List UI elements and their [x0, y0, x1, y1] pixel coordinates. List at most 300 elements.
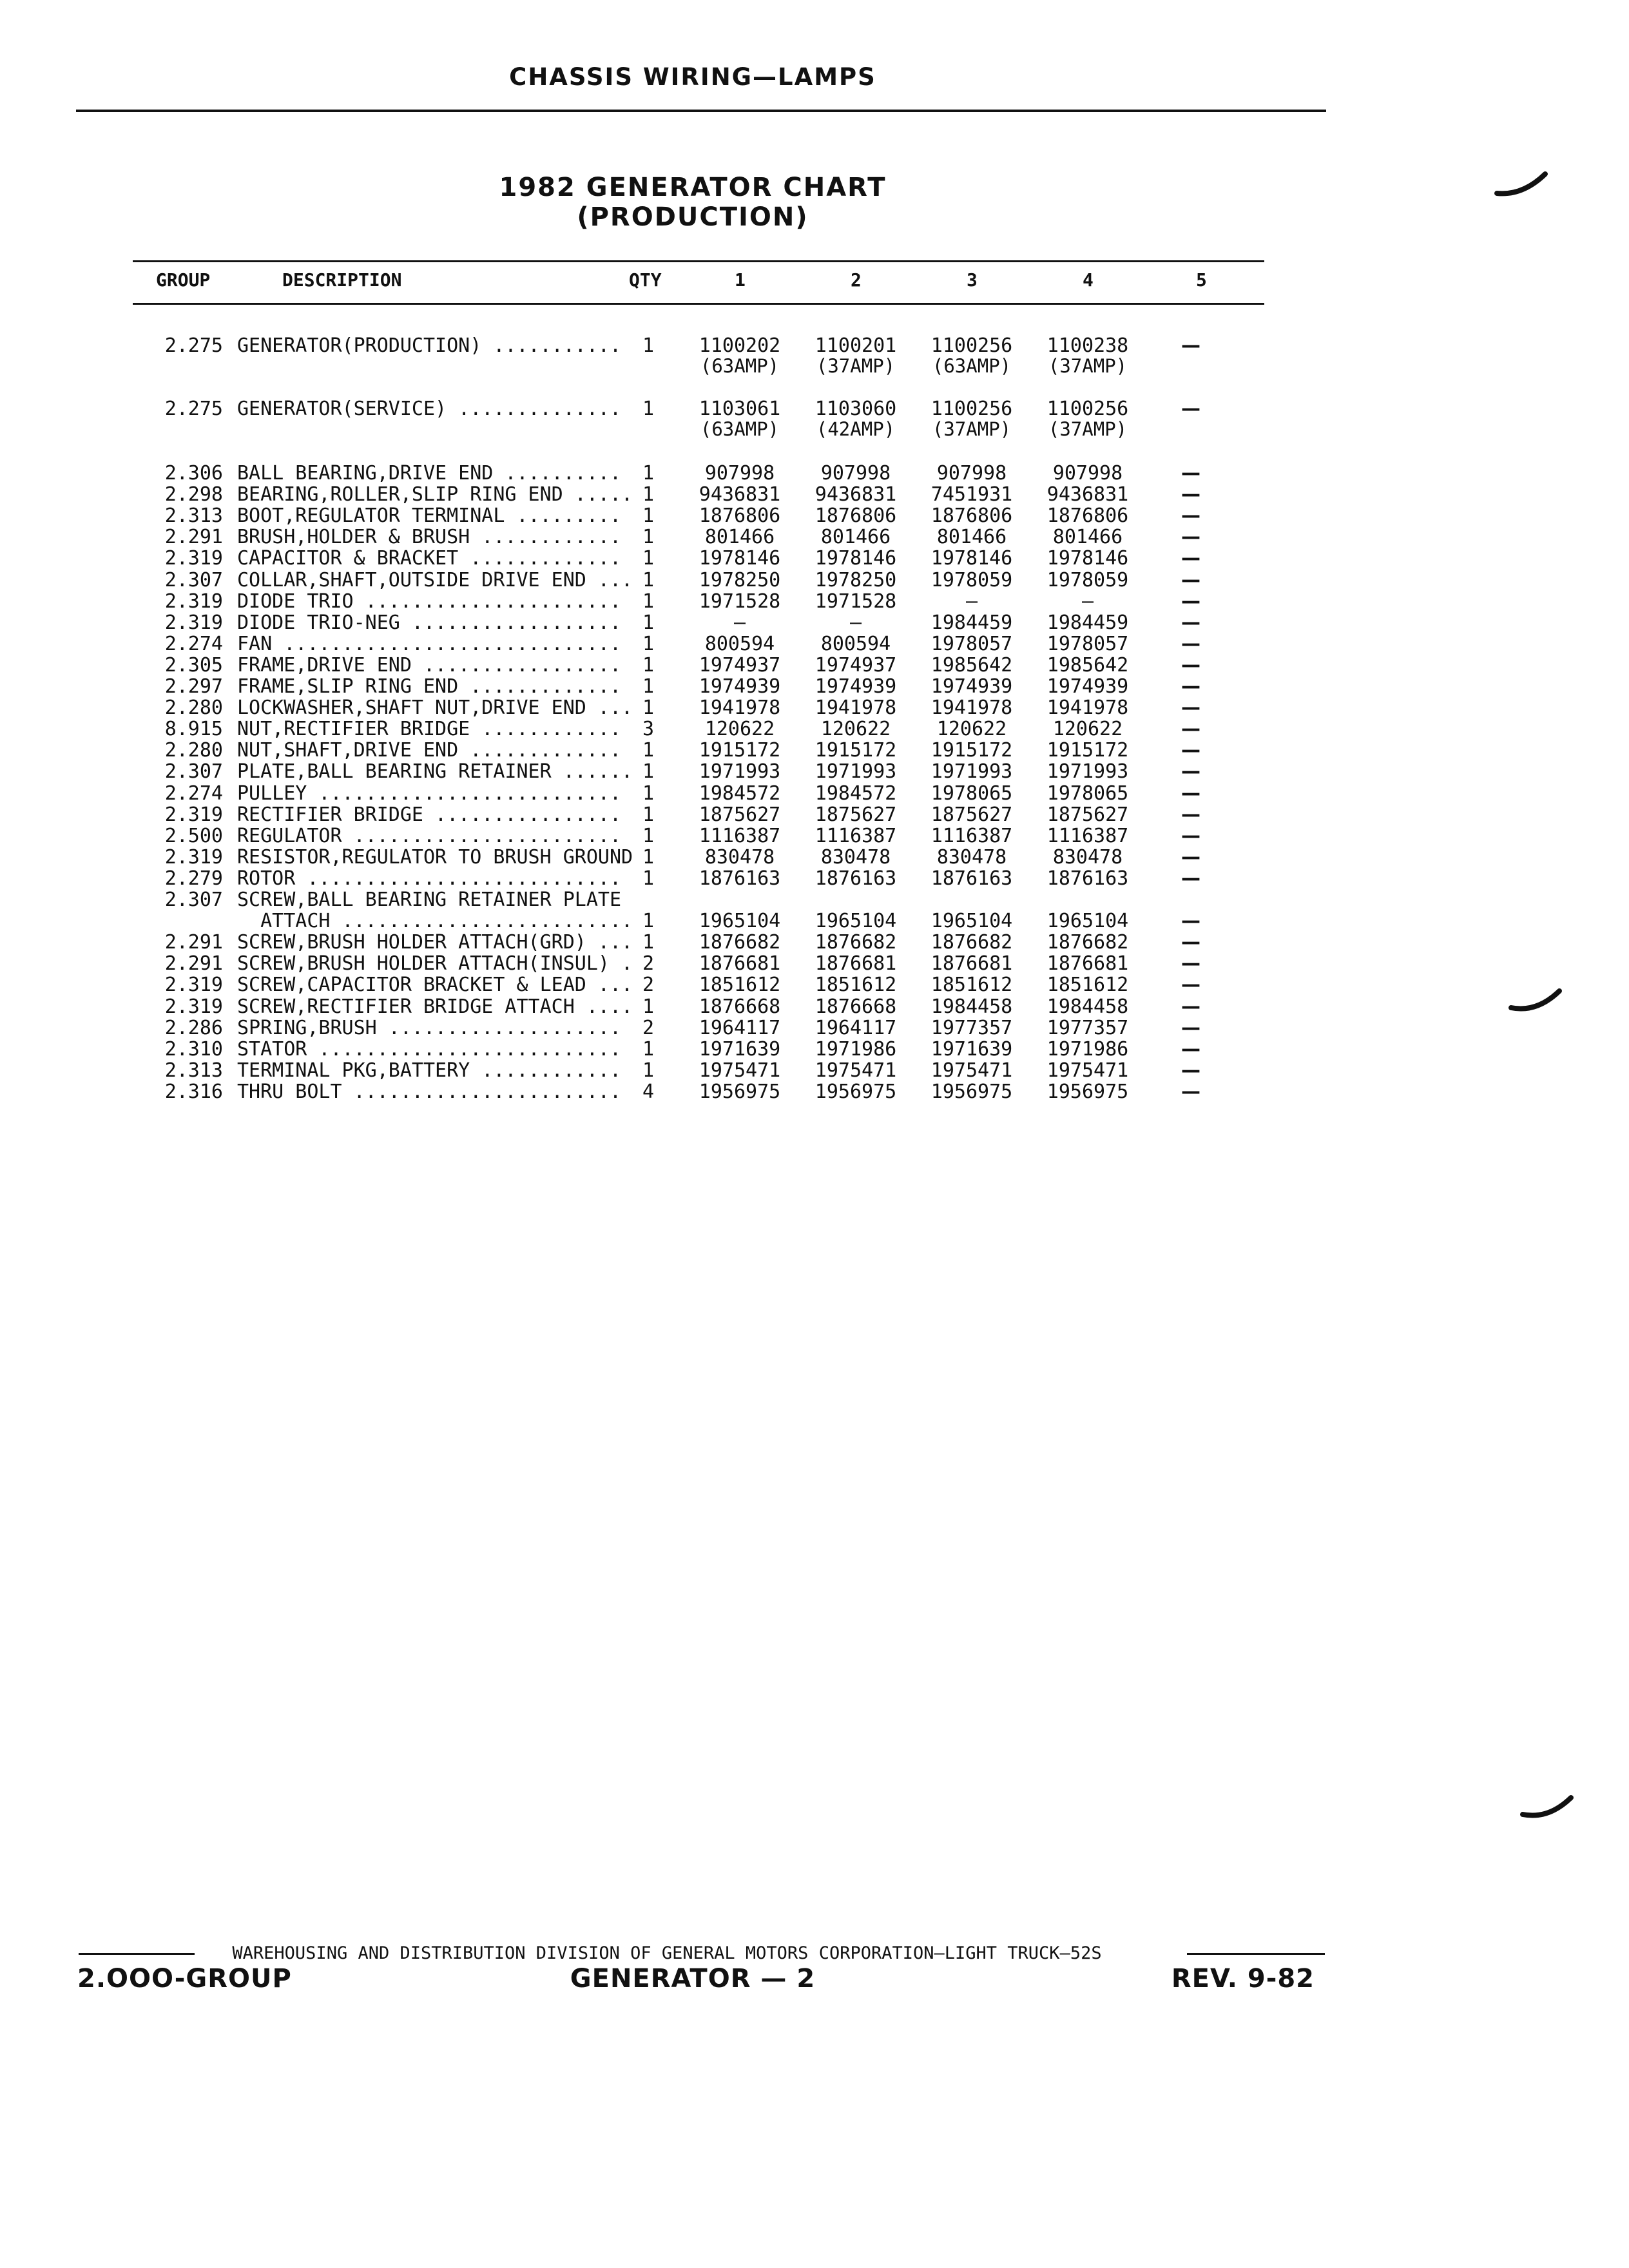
part-number-col-4: 907998: [1052, 462, 1123, 485]
part-number-col-4: 120622: [1052, 718, 1123, 741]
part-number-col-1: 1971993: [699, 760, 781, 783]
part-number-col-5: —: [1181, 782, 1200, 805]
part-number-col-4: 1876163: [1046, 867, 1129, 890]
group-number: 2.280: [164, 697, 223, 720]
part-number-col-3: 1100256: [930, 334, 1013, 357]
part-number-col-1: 1965104: [699, 910, 781, 933]
table-row: [0, 526, 1629, 548]
part-number-col-2: 1956975: [815, 1080, 897, 1103]
table-row: [0, 953, 1629, 974]
part-description: CAPACITOR & BRACKET .............: [237, 548, 622, 570]
part-number-col-1: 9436831: [699, 483, 781, 506]
group-number: 2.319: [164, 590, 223, 613]
part-description: BOOT,REGULATOR TERMINAL .........: [237, 505, 622, 527]
part-description: ROTOR ...........................: [237, 867, 622, 889]
part-number-col-1: 1964117: [699, 1016, 781, 1039]
header-rule: [76, 110, 1326, 112]
table-row: [0, 505, 1629, 526]
part-number-col-5: —: [1181, 867, 1200, 890]
table-row: [0, 740, 1629, 761]
part-number-col-3: 1971993: [930, 760, 1013, 783]
quantity: 1: [642, 867, 655, 890]
part-number-col-1: 1978250: [699, 568, 781, 591]
part-number-col-4: 1975471: [1046, 1059, 1129, 1082]
part-number-col-2: 1971993: [815, 760, 897, 783]
margin-tick-mark-icon: [1494, 169, 1552, 207]
part-description: COLLAR,SHAFT,OUTSIDE DRIVE END ...: [237, 569, 633, 591]
part-number-col-1: 800594: [704, 632, 775, 655]
table-row: [0, 463, 1629, 484]
part-number-col-3: 120622: [936, 718, 1007, 741]
part-number-col-1: 1971528: [699, 590, 781, 613]
footer-page-label: GENERATOR — 2: [570, 1964, 816, 1994]
group-number: 2.274: [164, 782, 223, 805]
quantity: 1: [642, 398, 655, 420]
part-description: SCREW,RECTIFIER BRIDGE ATTACH ....: [237, 995, 633, 1017]
part-number-col-2: 830478: [820, 845, 891, 869]
part-number-col-2: 907998: [820, 462, 891, 485]
part-number-col-2: 801466: [820, 526, 891, 549]
col-head-qty: QTY: [629, 269, 662, 291]
amperage-col-4: (37AMP): [1048, 355, 1128, 377]
quantity: 1: [642, 697, 655, 720]
amperage-row: [0, 419, 1629, 440]
part-number-col-2: 1965104: [815, 910, 897, 933]
part-number-col-5: —: [1181, 611, 1200, 634]
part-description: LOCKWASHER,SHAFT NUT,DRIVE END ...: [237, 697, 633, 719]
part-number-col-2: 1876806: [815, 505, 897, 528]
part-number-col-2: 1975471: [815, 1059, 897, 1082]
group-number: 2.274: [164, 632, 223, 655]
part-number-col-5: —: [1181, 462, 1200, 485]
chart-title: [0, 173, 1385, 232]
part-description: ATTACH .........................: [237, 910, 633, 932]
part-number-col-2: 1964117: [815, 1016, 897, 1039]
amperage-col-2: (37AMP): [816, 355, 896, 377]
quantity: 1: [642, 547, 655, 570]
table-row: [0, 591, 1629, 612]
col-head-group: GROUP: [156, 269, 211, 291]
part-number-col-3: 801466: [936, 526, 1007, 549]
quantity: 1: [642, 995, 655, 1018]
part-number-col-1: 1103061: [699, 398, 781, 420]
part-number-col-4: 9436831: [1046, 483, 1129, 506]
part-number-col-1: 1100202: [699, 334, 781, 357]
part-number-col-5: —: [1181, 334, 1200, 357]
quantity: 2: [642, 974, 655, 997]
margin-tick-mark-icon: [1519, 1792, 1577, 1831]
part-number-col-4: 1974939: [1046, 675, 1129, 698]
page-header: CHASSIS WIRING—LAMPS: [509, 63, 876, 91]
part-number-col-1: 1941978: [699, 697, 781, 720]
col-head-4: 4: [1083, 269, 1094, 291]
part-number-col-3: 1965104: [930, 910, 1013, 933]
quantity: 1: [642, 568, 655, 591]
footer-division-line: WAREHOUSING AND DISTRIBUTION DIVISION OF GENERAL MOTORS CORPORATION—LIGHT TRUCK—52S: [232, 1943, 1102, 1963]
group-number: 2.279: [164, 867, 223, 890]
part-number-col-3: 1978059: [930, 568, 1013, 591]
group-number: 2.319: [164, 995, 223, 1018]
part-number-col-5: —: [1181, 505, 1200, 528]
part-description: SCREW,BRUSH HOLDER ATTACH(GRD) ...: [237, 932, 633, 954]
table-row: [0, 1039, 1629, 1060]
col-head-3: 3: [967, 269, 978, 291]
part-number-col-5: —: [1181, 1016, 1200, 1039]
part-description: DIODE TRIO-NEG ..................: [237, 611, 622, 633]
group-number: 2.313: [164, 1059, 223, 1082]
part-number-col-3: 907998: [936, 462, 1007, 485]
table-row: [0, 761, 1629, 782]
footer-group: 2.OOO-GROUP: [77, 1964, 292, 1994]
table-row: [0, 570, 1629, 591]
part-number-col-1: 1974937: [699, 653, 781, 677]
part-description: NUT,RECTIFIER BRIDGE ............: [237, 718, 622, 740]
part-number-col-5: —: [1181, 398, 1200, 420]
part-description: PLATE,BALL BEARING RETAINER ......: [237, 761, 633, 783]
quantity: 1: [642, 653, 655, 677]
part-number-col-1: 1971639: [699, 1037, 781, 1061]
part-number-col-5: —: [1181, 547, 1200, 570]
part-number-col-5: —: [1181, 718, 1200, 741]
footer-revision: REV. 9-82: [1171, 1964, 1315, 1994]
part-description: BRUSH,HOLDER & BRUSH ............: [237, 526, 622, 548]
group-number: 2.280: [164, 739, 223, 762]
part-number-col-4: 1984458: [1046, 995, 1129, 1018]
quantity: 1: [642, 632, 655, 655]
table-row: [0, 655, 1629, 676]
table-row: [0, 676, 1629, 697]
group-number: 2.319: [164, 803, 223, 826]
quantity: 1: [642, 910, 655, 933]
part-description: FAN .............................: [237, 633, 622, 655]
part-number-col-5: —: [1181, 952, 1200, 975]
table-row: [0, 996, 1629, 1017]
part-number-col-1: 1851612: [699, 974, 781, 997]
part-number-col-5: —: [1181, 910, 1200, 933]
col-head-5: 5: [1196, 269, 1207, 291]
part-number-col-5: —: [1181, 590, 1200, 613]
part-number-col-2: 800594: [820, 632, 891, 655]
part-number-col-3: —: [965, 590, 978, 613]
quantity: 1: [642, 334, 655, 357]
quantity: 1: [642, 483, 655, 506]
group-number: 2.313: [164, 505, 223, 528]
group-number: 2.316: [164, 1080, 223, 1103]
part-number-col-2: 1116387: [815, 824, 897, 847]
group-number: 2.305: [164, 653, 223, 677]
part-number-col-5: —: [1181, 483, 1200, 506]
part-number-col-4: 1965104: [1046, 910, 1129, 933]
table-row: [0, 718, 1629, 740]
table-row: [0, 974, 1629, 995]
group-number: 2.307: [164, 760, 223, 783]
group-number: 2.298: [164, 483, 223, 506]
quantity: 1: [642, 803, 655, 826]
quantity: 1: [642, 782, 655, 805]
part-number-col-4: 1876682: [1046, 931, 1129, 954]
group-number: 2.319: [164, 547, 223, 570]
part-description: THRU BOLT .......................: [237, 1081, 622, 1102]
group-number: 2.275: [164, 334, 223, 357]
table-row: [0, 825, 1629, 847]
part-number-col-3: 1100256: [930, 398, 1013, 420]
part-number-col-1: 1875627: [699, 803, 781, 826]
part-description: RESISTOR,REGULATOR TO BRUSH GROUND: [237, 846, 633, 868]
part-number-col-5: —: [1181, 995, 1200, 1018]
part-number-col-4: —: [1081, 590, 1094, 613]
part-number-col-3: 1851612: [930, 974, 1013, 997]
part-number-col-1: 907998: [704, 462, 775, 485]
part-number-col-3: 1974939: [930, 675, 1013, 698]
table-row: [0, 783, 1629, 804]
part-number-col-2: 1971528: [815, 590, 897, 613]
part-number-col-4: 1985642: [1046, 653, 1129, 677]
part-number-col-2: 1876681: [815, 952, 897, 975]
part-number-col-3: 7451931: [930, 483, 1013, 506]
part-number-col-4: 1971986: [1046, 1037, 1129, 1061]
group-number: 2.275: [164, 398, 223, 420]
chart-title-line-1: 1982 GENERATOR CHART: [499, 173, 887, 202]
part-description: STATOR ..........................: [237, 1038, 622, 1060]
quantity: 1: [642, 505, 655, 528]
part-number-col-2: 1974939: [815, 675, 897, 698]
part-number-col-1: 1915172: [699, 739, 781, 762]
part-description: BALL BEARING,DRIVE END ..........: [237, 463, 622, 484]
part-number-col-5: —: [1181, 803, 1200, 826]
table-row: [0, 847, 1629, 868]
part-number-col-2: 1100201: [815, 334, 897, 357]
part-number-col-1: 1876681: [699, 952, 781, 975]
col-head-1: 1: [735, 269, 746, 291]
part-description: TERMINAL PKG,BATTERY ............: [237, 1059, 622, 1081]
group-number: 2.307: [164, 568, 223, 591]
part-number-col-3: 830478: [936, 845, 1007, 869]
quantity: 1: [642, 760, 655, 783]
part-number-col-4: 1984459: [1046, 611, 1129, 634]
part-number-col-1: 1974939: [699, 675, 781, 698]
part-number-col-4: 1941978: [1046, 697, 1129, 720]
margin-tick-mark-icon: [1508, 986, 1566, 1024]
part-number-col-1: 801466: [704, 526, 775, 549]
part-number-col-4: 1978057: [1046, 632, 1129, 655]
part-number-col-3: 1975471: [930, 1059, 1013, 1082]
group-number: 2.500: [164, 824, 223, 847]
part-number-col-3: 1941978: [930, 697, 1013, 720]
table-row: [0, 398, 1629, 419]
part-number-col-1: 1984572: [699, 782, 781, 805]
part-number-col-4: 1876681: [1046, 952, 1129, 975]
part-number-col-2: 1876682: [815, 931, 897, 954]
table-row: [0, 868, 1629, 889]
part-description: GENERATOR(SERVICE) ..............: [237, 398, 622, 419]
group-number: 2.307: [164, 889, 223, 911]
part-description: SPRING,BRUSH ....................: [237, 1017, 622, 1039]
group-number: 2.291: [164, 526, 223, 549]
group-number: 2.319: [164, 974, 223, 997]
part-number-col-5: —: [1181, 1037, 1200, 1061]
quantity: 1: [642, 462, 655, 485]
group-number: 2.291: [164, 931, 223, 954]
part-number-col-2: 1978146: [815, 547, 897, 570]
part-description: DIODE TRIO ......................: [237, 590, 622, 612]
part-number-col-4: 1978059: [1046, 568, 1129, 591]
part-number-col-3: 1978057: [930, 632, 1013, 655]
part-description: NUT,SHAFT,DRIVE END .............: [237, 740, 622, 762]
group-number: 2.286: [164, 1016, 223, 1039]
part-number-col-4: 1875627: [1046, 803, 1129, 826]
group-number: 2.297: [164, 675, 223, 698]
part-description: SCREW,BRUSH HOLDER ATTACH(INSUL) .: [237, 953, 633, 975]
group-number: 2.310: [164, 1037, 223, 1061]
amperage-col-3: (63AMP): [932, 355, 1012, 377]
table-row: [0, 633, 1629, 655]
part-number-col-3: 1977357: [930, 1016, 1013, 1039]
part-number-col-3: 1971639: [930, 1037, 1013, 1061]
quantity: 1: [642, 931, 655, 954]
part-number-col-5: —: [1181, 845, 1200, 869]
table-row: [0, 1081, 1629, 1102]
table-row: [0, 910, 1629, 932]
part-description: REGULATOR .......................: [237, 825, 622, 847]
chart-title-line-2: (PRODUCTION): [577, 202, 809, 232]
part-number-col-1: 1956975: [699, 1080, 781, 1103]
table-row: [0, 932, 1629, 953]
part-number-col-1: 1876682: [699, 931, 781, 954]
part-number-col-3: 1915172: [930, 739, 1013, 762]
part-number-col-1: 1978146: [699, 547, 781, 570]
amperage-row: [0, 356, 1629, 377]
quantity: 2: [642, 952, 655, 975]
part-number-col-1: 1116387: [699, 824, 781, 847]
part-number-col-4: 1100238: [1046, 334, 1129, 357]
part-number-col-5: —: [1181, 824, 1200, 847]
part-number-col-2: 1971986: [815, 1037, 897, 1061]
amperage-col-1: (63AMP): [700, 355, 780, 377]
quantity: 1: [642, 739, 655, 762]
group-number: 2.319: [164, 611, 223, 634]
part-description: SCREW,CAPACITOR BRACKET & LEAD ...: [237, 974, 633, 996]
part-number-col-2: 1876668: [815, 995, 897, 1018]
table-row: [0, 889, 1629, 910]
quantity: 1: [642, 590, 655, 613]
part-number-col-4: 1915172: [1046, 739, 1129, 762]
table-row: [0, 804, 1629, 825]
part-description: GENERATOR(PRODUCTION) ...........: [237, 335, 622, 356]
part-number-col-3: 1876681: [930, 952, 1013, 975]
amperage-col-2: (42AMP): [816, 418, 896, 440]
part-number-col-2: —: [849, 611, 862, 634]
part-number-col-5: —: [1181, 697, 1200, 720]
part-description: FRAME,DRIVE END .................: [237, 654, 622, 676]
part-number-col-2: 1978250: [815, 568, 897, 591]
part-number-col-1: 1876163: [699, 867, 781, 890]
part-description: SCREW,BALL BEARING RETAINER PLATE: [237, 889, 622, 910]
part-number-col-3: 1875627: [930, 803, 1013, 826]
quantity: 1: [642, 611, 655, 634]
part-number-col-1: 120622: [704, 718, 775, 741]
col-head-2: 2: [851, 269, 862, 291]
part-number-col-4: 1956975: [1046, 1080, 1129, 1103]
part-number-col-3: 1876806: [930, 505, 1013, 528]
part-number-col-3: 1984459: [930, 611, 1013, 634]
part-number-col-5: —: [1181, 974, 1200, 997]
part-number-col-4: 1851612: [1046, 974, 1129, 997]
part-number-col-4: 1876806: [1046, 505, 1129, 528]
part-number-col-5: —: [1181, 931, 1200, 954]
part-number-col-3: 1116387: [930, 824, 1013, 847]
group-number: 2.319: [164, 845, 223, 869]
part-number-col-2: 1984572: [815, 782, 897, 805]
part-number-col-3: 1985642: [930, 653, 1013, 677]
col-head-description: DESCRIPTION: [282, 269, 402, 291]
group-number: 2.306: [164, 462, 223, 485]
part-number-col-2: 9436831: [815, 483, 897, 506]
part-number-col-4: 1978065: [1046, 782, 1129, 805]
quantity: 4: [642, 1080, 655, 1103]
quantity: 1: [642, 824, 655, 847]
table-top-rule: [133, 260, 1264, 262]
part-number-col-2: 120622: [820, 718, 891, 741]
amperage-col-1: (63AMP): [700, 418, 780, 440]
part-number-col-3: 1978065: [930, 782, 1013, 805]
table-row: [0, 484, 1629, 505]
part-number-col-1: —: [733, 611, 746, 634]
quantity: 1: [642, 845, 655, 869]
quantity: 3: [642, 718, 655, 741]
amperage-col-3: (37AMP): [932, 418, 1012, 440]
part-number-col-3: 1984458: [930, 995, 1013, 1018]
part-number-col-5: —: [1181, 653, 1200, 677]
part-number-col-2: 1941978: [815, 697, 897, 720]
table-row: [0, 1060, 1629, 1081]
part-number-col-4: 1978146: [1046, 547, 1129, 570]
part-number-col-5: —: [1181, 739, 1200, 762]
quantity: 1: [642, 526, 655, 549]
part-number-col-4: 801466: [1052, 526, 1123, 549]
table-row: [0, 335, 1629, 356]
part-number-col-5: —: [1181, 760, 1200, 783]
part-number-col-5: —: [1181, 526, 1200, 549]
group-number: 2.291: [164, 952, 223, 975]
part-number-col-2: 1103060: [815, 398, 897, 420]
part-number-col-1: 1975471: [699, 1059, 781, 1082]
amperage-col-4: (37AMP): [1048, 418, 1128, 440]
table-row: [0, 1017, 1629, 1039]
part-number-col-1: 1876806: [699, 505, 781, 528]
part-number-col-5: —: [1181, 675, 1200, 698]
part-number-col-2: 1915172: [815, 739, 897, 762]
group-number: 8.915: [164, 718, 223, 741]
part-number-col-3: 1978146: [930, 547, 1013, 570]
part-number-col-5: —: [1181, 1059, 1200, 1082]
part-number-col-3: 1876682: [930, 931, 1013, 954]
part-number-col-4: 1100256: [1046, 398, 1129, 420]
quantity: 1: [642, 1037, 655, 1061]
part-number-col-4: 1971993: [1046, 760, 1129, 783]
part-description: FRAME,SLIP RING END .............: [237, 676, 622, 697]
part-number-col-4: 1977357: [1046, 1016, 1129, 1039]
part-number-col-3: 1956975: [930, 1080, 1013, 1103]
table-row: [0, 697, 1629, 718]
part-description: BEARING,ROLLER,SLIP RING END .....: [237, 484, 633, 506]
part-number-col-5: —: [1181, 568, 1200, 591]
part-description: PULLEY ..........................: [237, 782, 622, 804]
part-number-col-1: 1876668: [699, 995, 781, 1018]
part-number-col-2: 1876163: [815, 867, 897, 890]
table-header-rule: [133, 303, 1264, 305]
part-number-col-3: 1876163: [930, 867, 1013, 890]
part-number-col-4: 830478: [1052, 845, 1123, 869]
